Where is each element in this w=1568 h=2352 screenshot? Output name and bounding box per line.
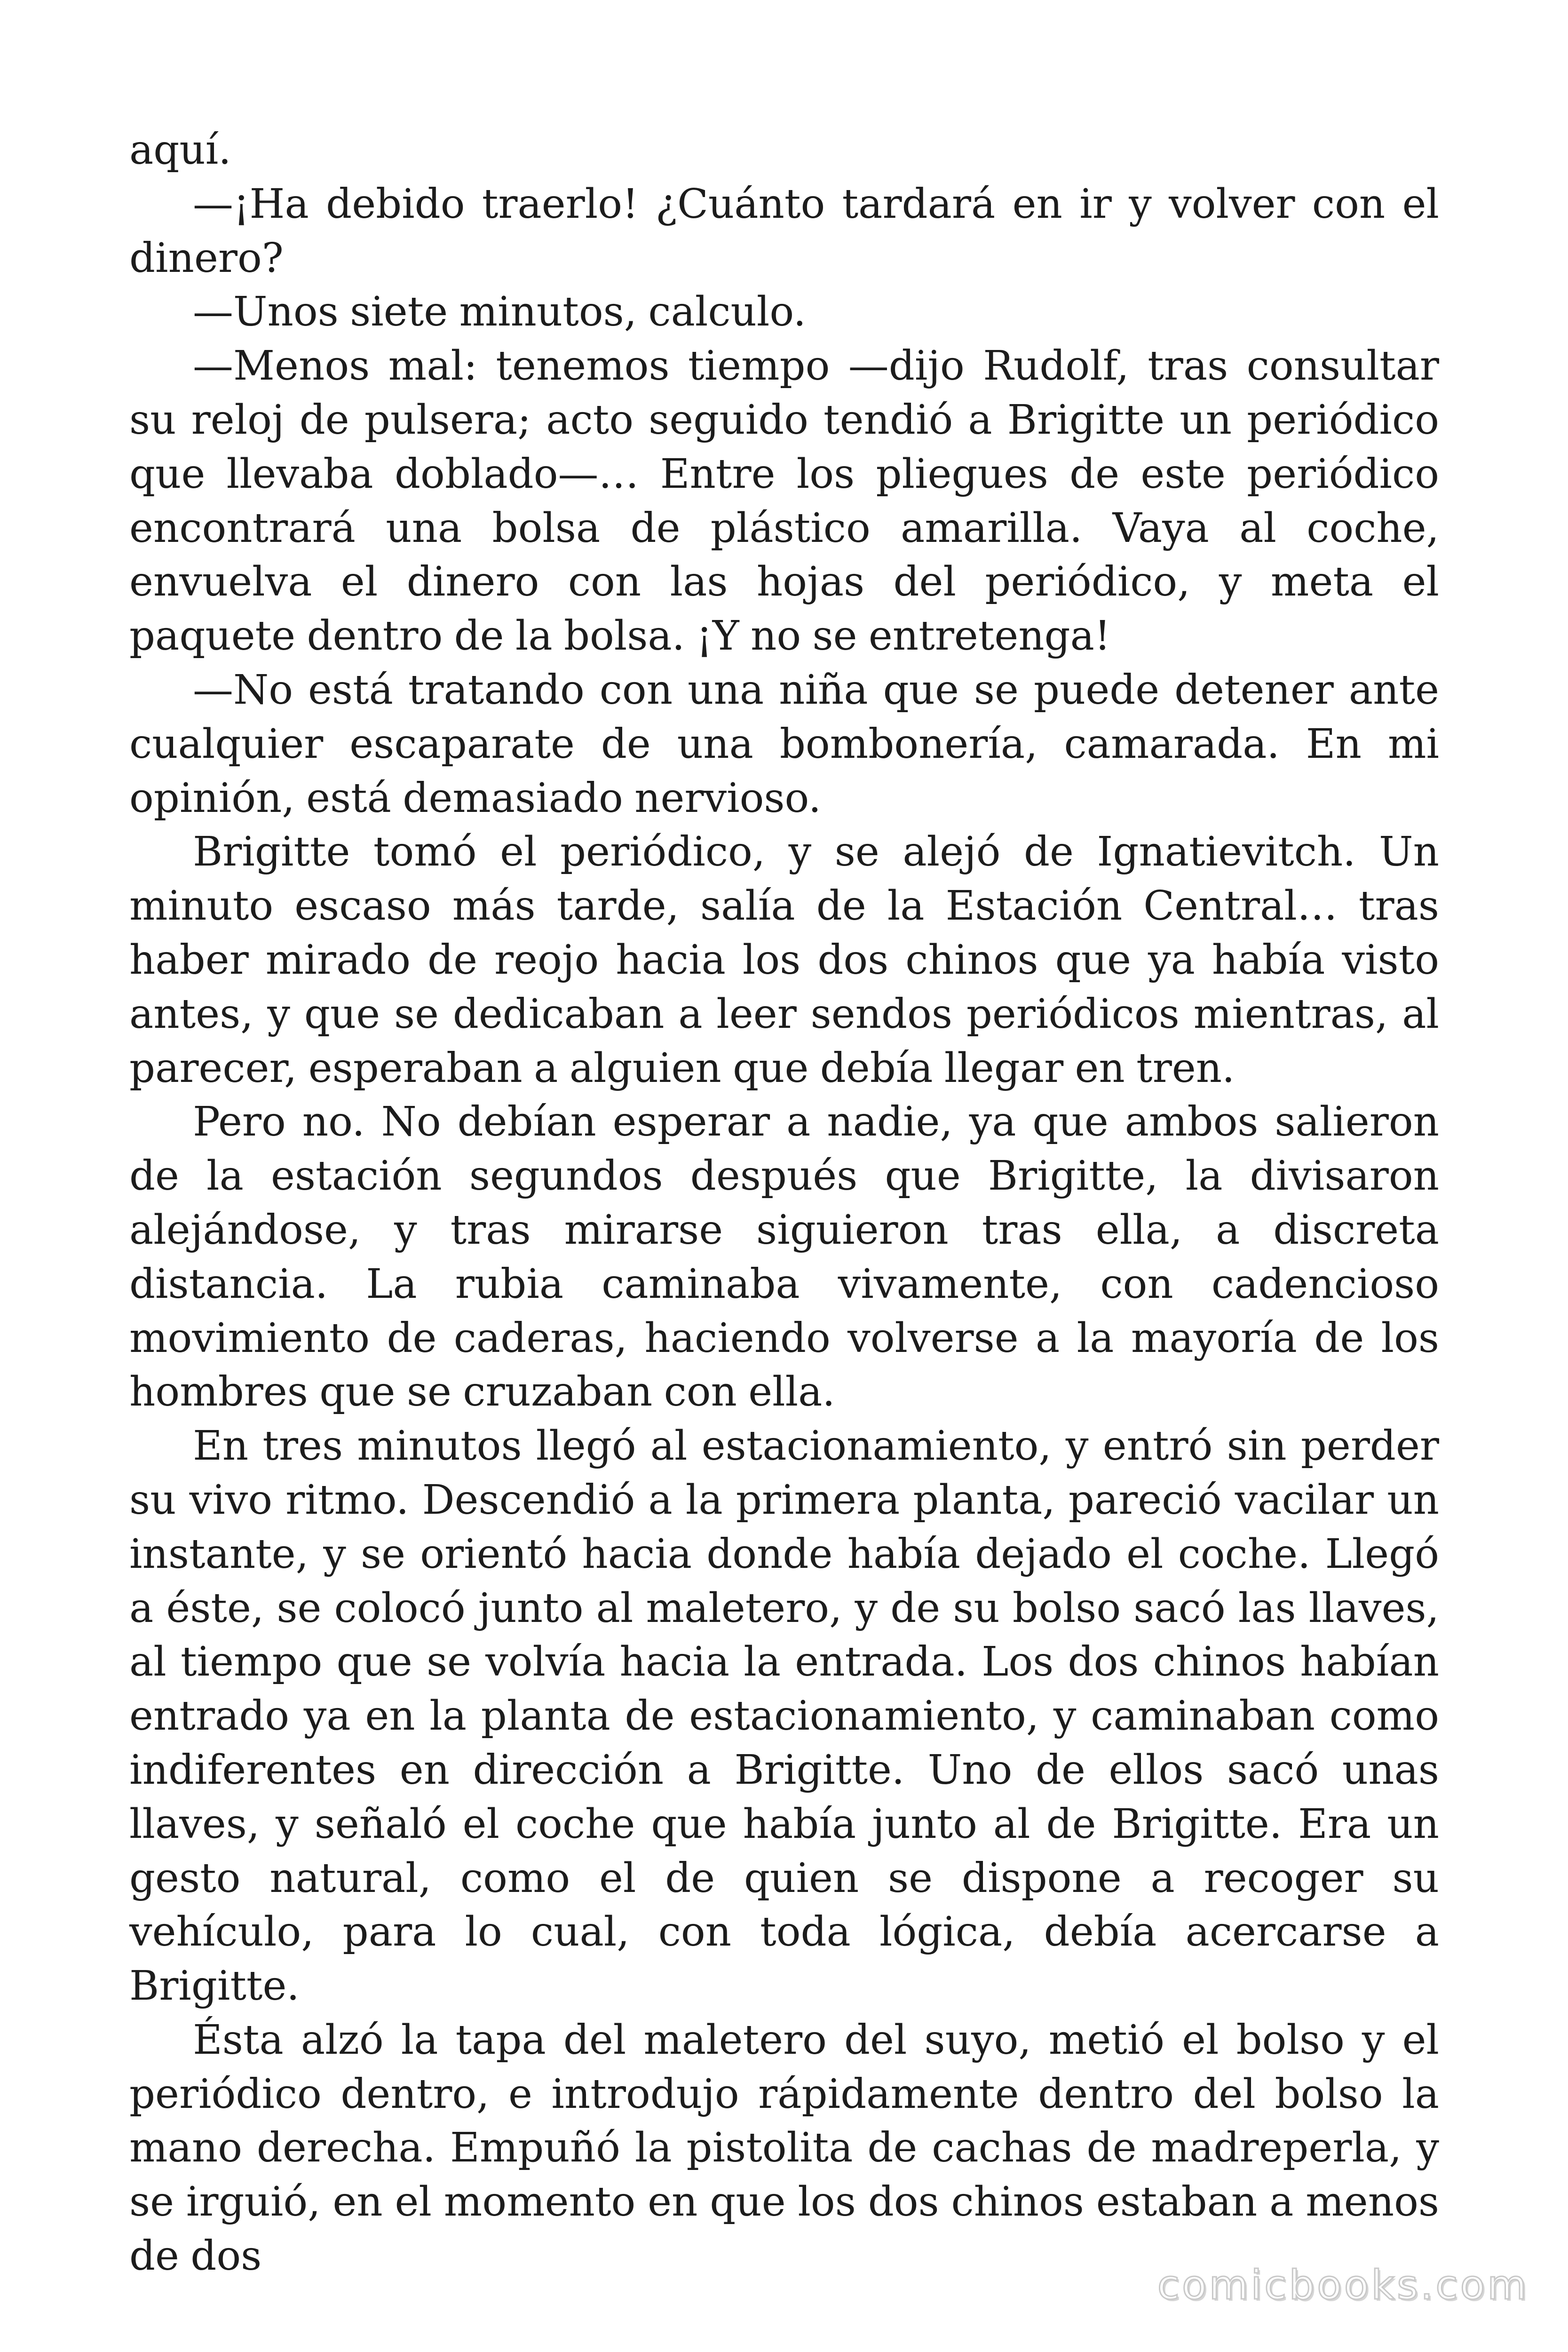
watermark: comicbooks.com	[1157, 2262, 1529, 2309]
paragraph: —Menos mal: tenemos tiempo —dijo Rudolf, tras consultar su reloj de pulsera; acto seguido tendió a Brigitte un periódico que llevaba doblado—… Entre los pliegues de este periódico encontrará una bolsa de plástico amarilla. Vaya al coche, envuelva el dinero con las hojas del periódico, y meta el paquete dentro de la bolsa. ¡Y no se entretenga!	[129, 342, 1439, 660]
paragraph: Ésta alzó la tapa del maletero del suyo, metió el bolso y el periódico dentro, e introdujo rápidamente dentro del bolso la mano derecha. Empuñó la pistolita de cachas de madreperla, y se irguió, en el momento en que los dos chinos estaban a menos de dos	[129, 2016, 1439, 2280]
paragraph: —Unos siete minutos, calculo.	[193, 288, 807, 336]
paragraph: —¡Ha debido traerlo! ¿Cuánto tardará en ir y volver con el dinero?	[129, 180, 1439, 282]
paragraph: Pero no. No debían esperar a nadie, ya que ambos salieron de la estación segundos después que Brigitte, la divisaron alejándose, y tras mirarse siguieron tras ella, a discreta distancia. La rubia caminaba vivamente, con cadencioso movimiento de caderas, haciendo volverse a la mayoría de los hombres que se cruzaban con ella.	[129, 1098, 1439, 1416]
body-text	[129, 123, 1439, 2283]
paragraph: —No está tratando con una niña que se puede detener ante cualquier escaparate de una bombonería, camarada. En mi opinión, está demasiado nervioso.	[129, 666, 1439, 822]
paragraph: aquí.	[129, 127, 231, 174]
paragraph: En tres minutos llegó al estacionamiento, y entró sin perder su vivo ritmo. Descendió a la primera planta, pareció vacilar un instante, y se orientó hacia donde había dejado el coche. Llegó a éste, se colocó junto al maletero, y de su bolso sacó las llaves, al tiempo que se volvía hacia la entrada. Los dos chinos habían entrado ya en la planta de estacionamiento, y caminaban como indiferentes en dirección a Brigitte. Uno de ellos sacó unas llaves, y señaló el coche que había junto al de Brigitte. Era un gesto natural, como el de quien se dispone a recoger su vehículo, para lo cual, con toda lógica, debía acercarse a Brigitte.	[129, 1422, 1439, 2010]
paragraph: Brigitte tomó el periódico, y se alejó de Ignatievitch. Un minuto escaso más tarde, salía de la Estación Central… tras haber mirado de reojo hacia los dos chinos que ya había visto antes, y que se dedicaban a leer sendos periódicos mientras, al parecer, esperaban a alguien que debía llegar en tren.	[129, 828, 1439, 1092]
